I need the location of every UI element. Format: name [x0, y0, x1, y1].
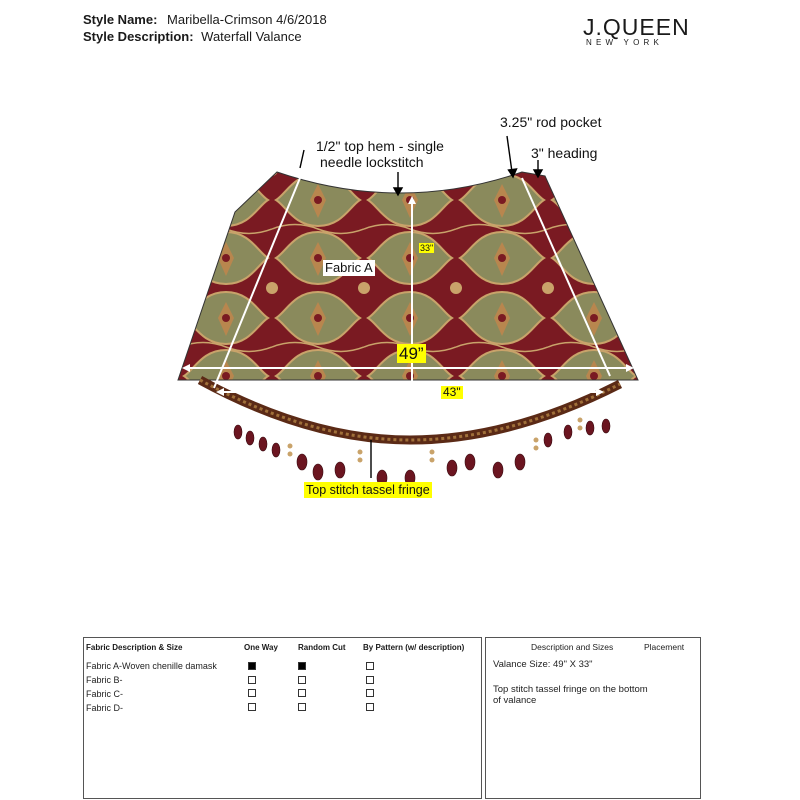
fabric-b-random-cut-checkbox[interactable]: [298, 676, 306, 684]
fabric-row-a-label: Fabric A-Woven chenille damask: [86, 661, 217, 671]
fabric-row-c-label: Fabric C-: [86, 689, 124, 699]
fabric-a-by-pattern-checkbox[interactable]: [366, 662, 374, 670]
col-header-random-cut: Random Cut: [298, 643, 346, 652]
fringe-trim: [200, 380, 620, 440]
fringe-note-line1: Top stitch tassel fringe on the bottom: [493, 684, 648, 695]
fabric-d-one-way-checkbox[interactable]: [248, 703, 256, 711]
col-header-by-pattern: By Pattern (w/ description): [363, 643, 465, 652]
height-dimension-label: 33": [420, 243, 434, 253]
sizes-header-placement: Placement: [644, 642, 685, 652]
style-name-label: Style Name:: [83, 12, 158, 27]
heading-callout: 3" heading: [531, 145, 598, 161]
fringe-note-line2: of valance: [493, 695, 537, 706]
fabric-d-random-cut-checkbox[interactable]: [298, 703, 306, 711]
fabric-c-random-cut-checkbox[interactable]: [298, 689, 306, 697]
width-49-label: 49”: [399, 344, 424, 363]
sizes-header-description: Description and Sizes: [531, 642, 614, 652]
style-description-value: Waterfall Valance: [201, 29, 302, 44]
style-name-value: Maribella-Crimson 4/6/2018: [167, 12, 327, 27]
col-header-fabric: Fabric Description & Size: [86, 643, 183, 652]
fabric-b-one-way-checkbox[interactable]: [248, 676, 256, 684]
fabric-d-by-pattern-checkbox[interactable]: [366, 703, 374, 711]
valance-size-text: Valance Size: 49" X 33": [493, 659, 593, 670]
fabric-row-b-label: Fabric B-: [86, 675, 123, 685]
fringe-note-label: Top stitch tassel fringe: [306, 483, 430, 497]
tassel-fringe: [234, 418, 610, 487]
col-header-one-way: One Way: [244, 643, 278, 652]
fabric-c-one-way-checkbox[interactable]: [248, 689, 256, 697]
top-hem-callout-line2: needle lockstitch: [320, 154, 424, 170]
fabric-row-a-desc: Woven chenille damask: [122, 661, 217, 671]
rod-pocket-callout: 3.25" rod pocket: [500, 114, 602, 130]
fabric-a-random-cut-checkbox[interactable]: [298, 662, 306, 670]
fabric-row-d-label: Fabric D-: [86, 703, 124, 713]
fabric-c-by-pattern-checkbox[interactable]: [366, 689, 374, 697]
fabric-b-by-pattern-checkbox[interactable]: [366, 676, 374, 684]
brand-subtitle: NEW YORK: [586, 38, 664, 47]
top-hem-callout-line1: 1/2" top hem - single: [316, 138, 444, 154]
fabric-a-one-way-checkbox[interactable]: [248, 662, 256, 670]
style-description-label: Style Description:: [83, 29, 194, 44]
fabric-a-label: Fabric A: [325, 260, 373, 275]
brand-logo: J.QUEEN: [583, 14, 690, 40]
width-43-label: 43": [443, 385, 461, 399]
